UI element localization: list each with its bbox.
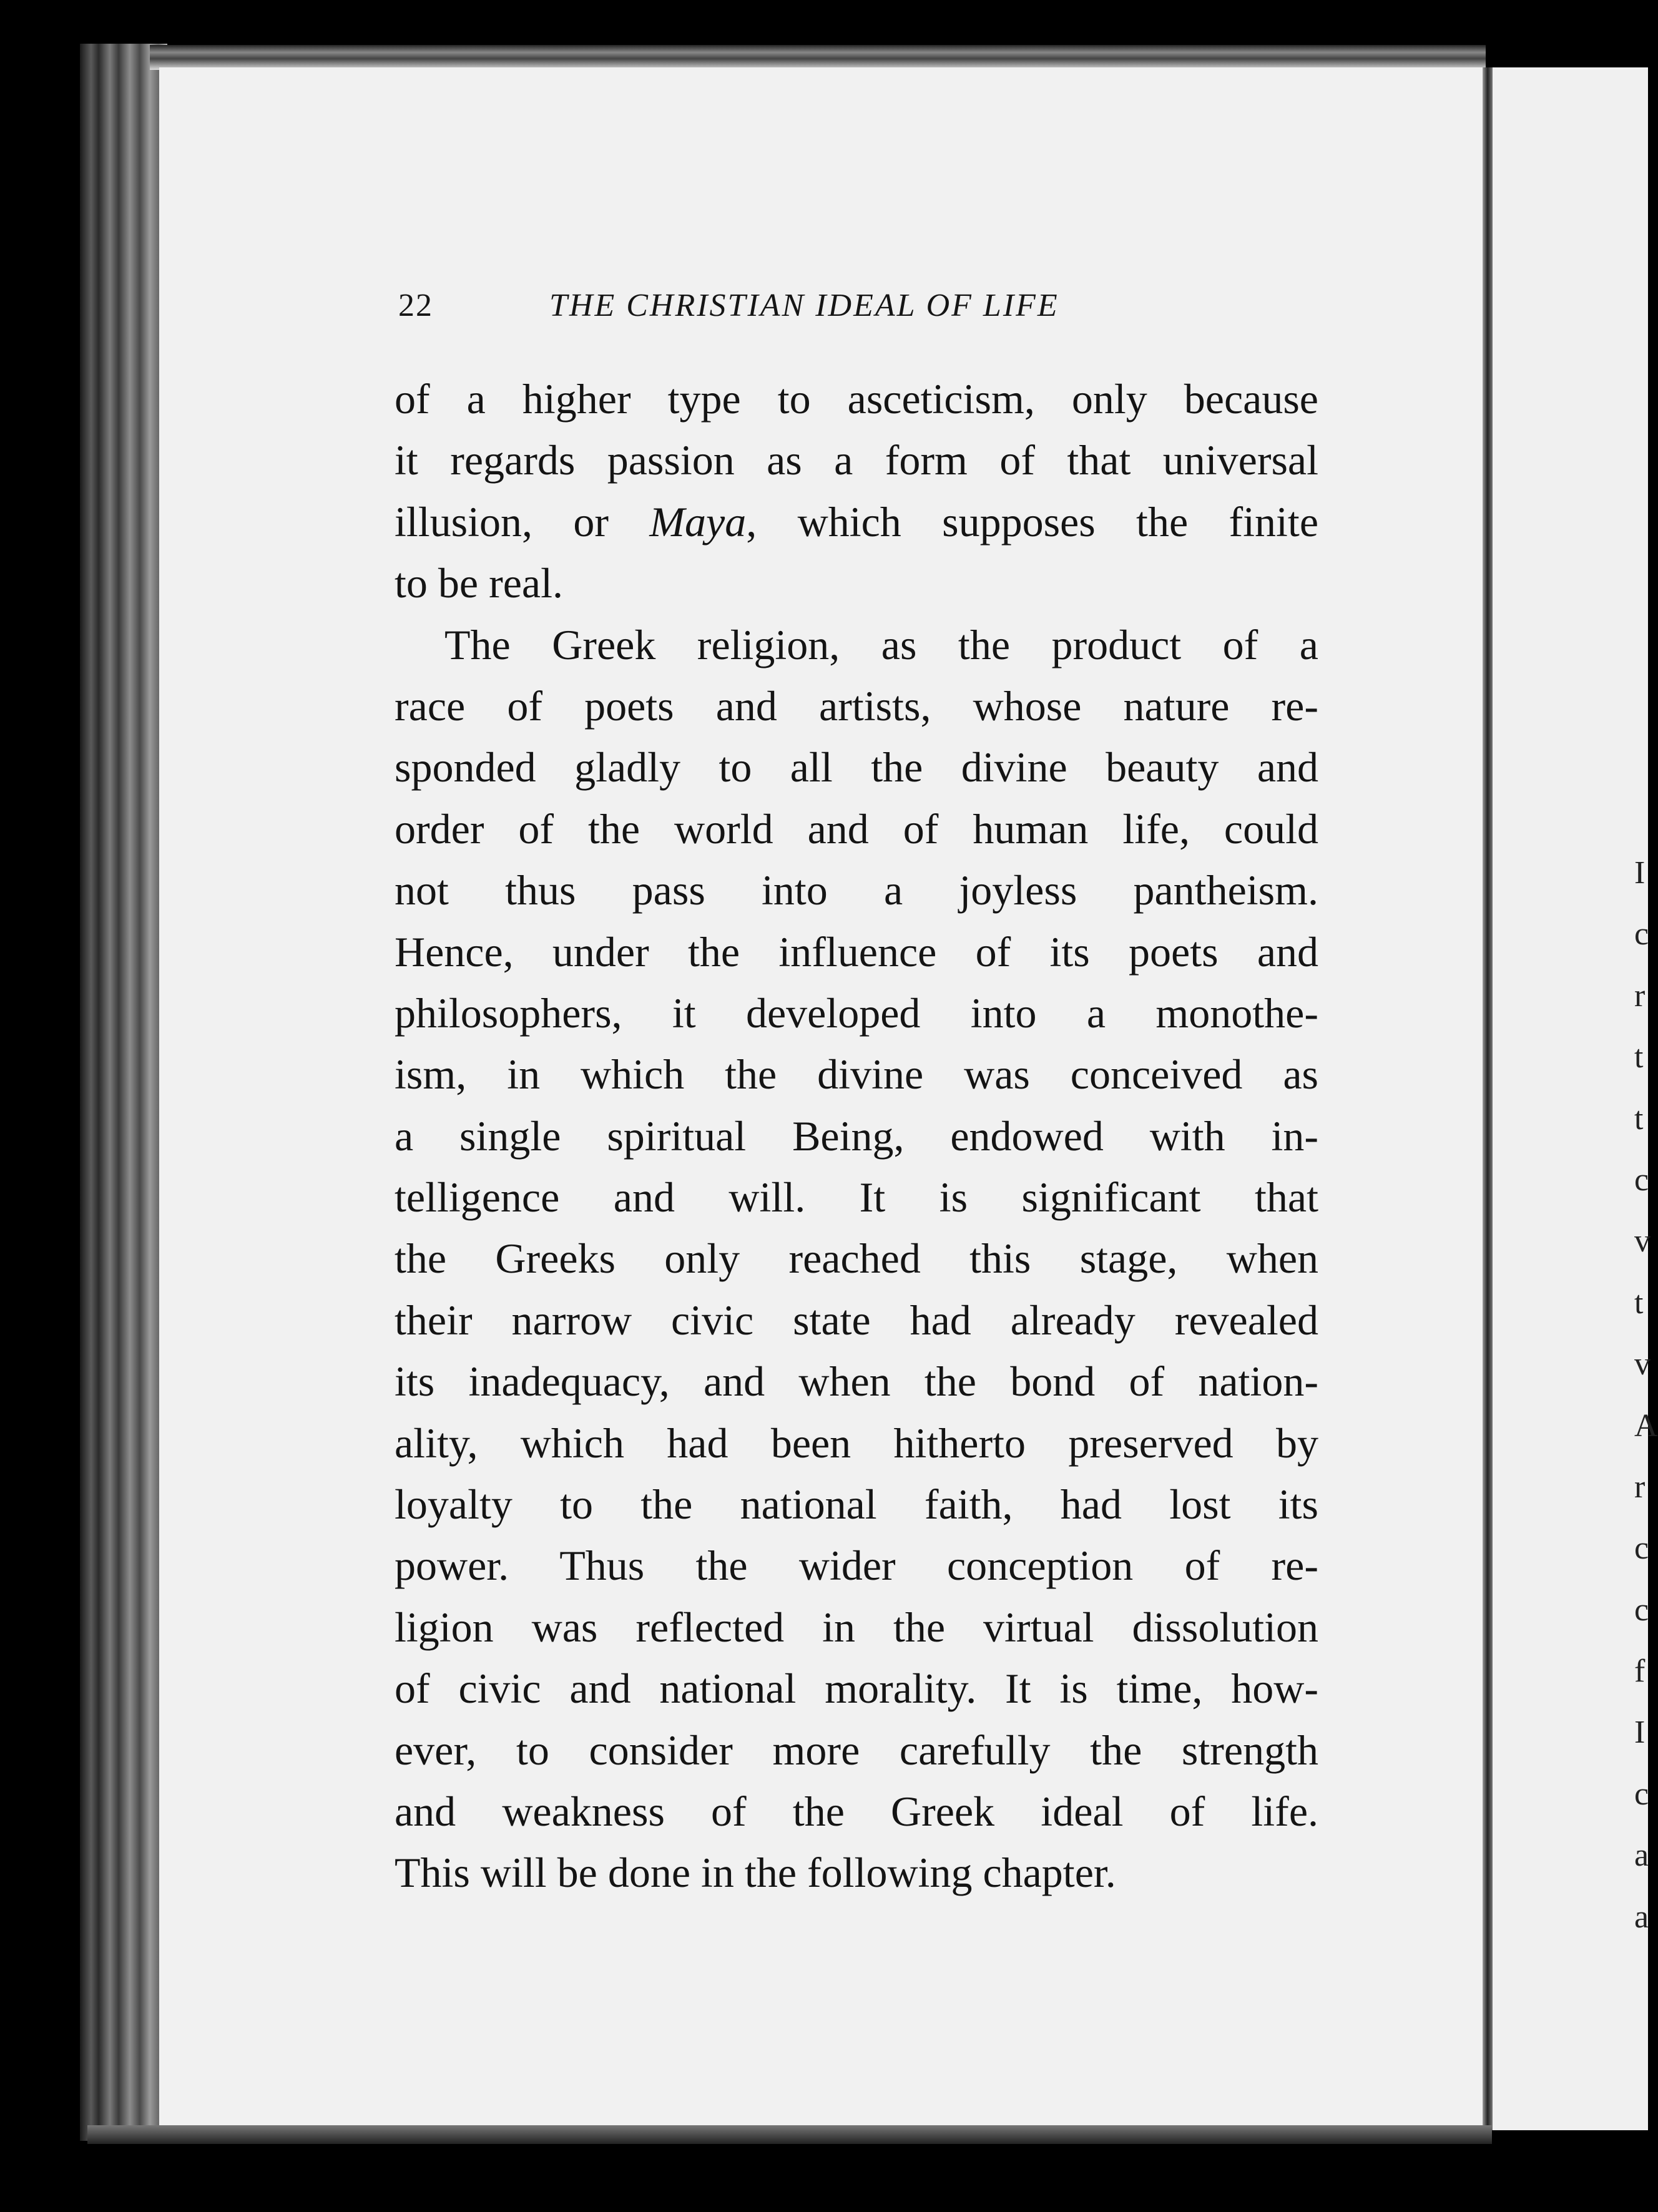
italic-term: Maya bbox=[649, 497, 747, 546]
text-line: race of poets and artists, whose nature re- bbox=[395, 682, 1318, 730]
facing-page-letter: f bbox=[1634, 1653, 1646, 1690]
running-head bbox=[398, 287, 1179, 331]
text-segment: which supposes the finite bbox=[797, 497, 1318, 546]
text-line: ligion was reflected in the virtual dissolution bbox=[395, 1603, 1318, 1651]
facing-page-letter: c bbox=[1634, 1592, 1649, 1628]
punctuation: , bbox=[746, 497, 757, 546]
text-line: the Greeks only reached this stage, when bbox=[395, 1235, 1318, 1283]
text-line: not thus pass into a joyless pantheism. bbox=[395, 866, 1318, 914]
text-line: sponded gladly to all the divine beauty and bbox=[395, 743, 1318, 791]
facing-page-letters bbox=[1634, 843, 1658, 1948]
text-line: Hence, under the influence of its poets and bbox=[395, 927, 1318, 976]
book-top-edge bbox=[150, 45, 1486, 70]
text-segment: illusion, or bbox=[395, 497, 609, 546]
facing-page-letter: a bbox=[1634, 1838, 1649, 1874]
facing-page-letter: r bbox=[1634, 977, 1646, 1014]
text-line: of a higher type to asceticism, only because bbox=[395, 375, 1318, 423]
text-line: This will be done in the following chapter. bbox=[395, 1849, 1116, 1897]
paragraph-2 bbox=[395, 614, 1318, 1904]
text-line: ever, to consider more carefully the strength bbox=[395, 1726, 1318, 1774]
text-line: it regards passion as a form of that universal bbox=[395, 436, 1318, 484]
book-gutter bbox=[1483, 67, 1493, 2130]
paragraph-1 bbox=[395, 368, 1318, 614]
right-page-edge bbox=[1493, 67, 1648, 2130]
page-number: 22 bbox=[398, 288, 433, 323]
facing-page-letter: I bbox=[1634, 1715, 1646, 1751]
facing-page-letter: r bbox=[1634, 1469, 1646, 1505]
facing-page-letter: v bbox=[1634, 1223, 1651, 1260]
book-fore-edge bbox=[80, 44, 167, 2141]
text-line: ality, which had been hitherto preserved by bbox=[395, 1419, 1318, 1467]
text-line: ism, in which the divine was conceived as bbox=[395, 1050, 1318, 1099]
facing-page-letter: t bbox=[1634, 1039, 1644, 1075]
facing-page-letter: t bbox=[1634, 1285, 1644, 1321]
facing-page-letter: v bbox=[1634, 1346, 1651, 1382]
text-line: a single spiritual Being, endowed with in- bbox=[395, 1112, 1318, 1160]
text-line: their narrow civic state had already revealed bbox=[395, 1296, 1318, 1344]
facing-page-letter: A bbox=[1634, 1407, 1658, 1444]
facing-page-letter: c bbox=[1634, 1776, 1649, 1812]
book-bottom-edge bbox=[87, 2125, 1492, 2144]
body-text bbox=[395, 368, 1318, 1904]
text-line: of civic and national morality. It is time, how- bbox=[395, 1665, 1318, 1713]
text-line: to be real. bbox=[395, 559, 563, 607]
text-line: telligence and will. It is significant that bbox=[395, 1173, 1318, 1221]
page-title: THE CHRISTIAN IDEAL OF LIFE bbox=[549, 288, 1059, 323]
facing-page-letter: c bbox=[1634, 916, 1649, 952]
text-line bbox=[395, 491, 1318, 552]
text-line: its inadequacy, and when the bond of nation- bbox=[395, 1358, 1318, 1406]
facing-page-letter: c bbox=[1634, 1530, 1649, 1567]
text-line: loyalty to the national faith, had lost its bbox=[395, 1480, 1318, 1529]
text-line: power. Thus the wider conception of re- bbox=[395, 1542, 1318, 1590]
text-line: philosophers, it developed into a monothe- bbox=[395, 989, 1318, 1037]
facing-page-letter: t bbox=[1634, 1100, 1644, 1137]
text-line: The Greek religion, as the product of a bbox=[444, 620, 1318, 668]
facing-page-letter: a bbox=[1634, 1899, 1649, 1935]
facing-page-letter: I bbox=[1634, 855, 1646, 891]
text-line: and weakness of the Greek ideal of life. bbox=[395, 1787, 1318, 1835]
text-line: order of the world and of human life, could bbox=[395, 805, 1318, 853]
facing-page-letter: c bbox=[1634, 1162, 1649, 1198]
